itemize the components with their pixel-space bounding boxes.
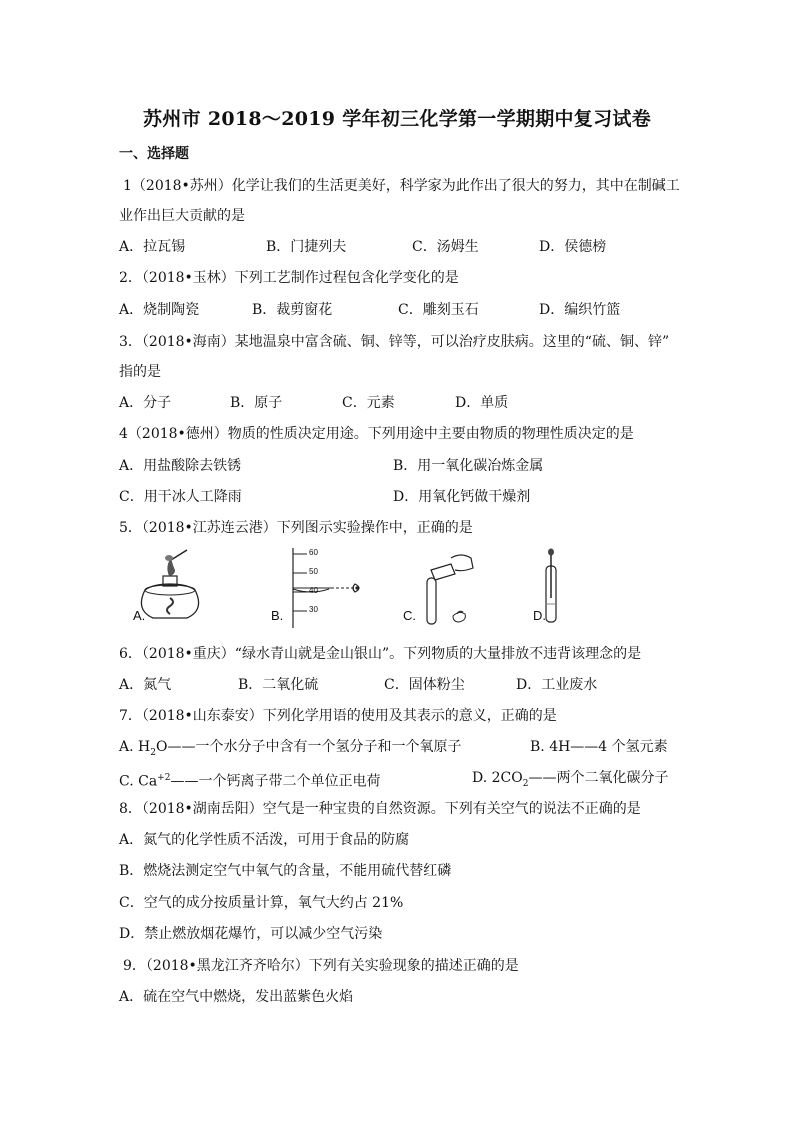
question-8-option-a: A．氮气的化学性质不活泼，可用于食品的防腐 — [119, 832, 410, 848]
question-4-option-a: A．用盐酸除去铁锈 — [119, 458, 242, 474]
question-1-stem-line1: 1（2018•苏州）化学让我们的生活更美好，科学家为此作出了很大的努力，其中在制碱工 — [123, 178, 680, 194]
question-6-option-d: D．工业废水 — [516, 677, 598, 693]
scale-tick-30: 30 — [309, 605, 318, 614]
question-4-option-d: D．用氧化钙做干燥剂 — [393, 489, 531, 505]
question-7-option-d-text: ——两个二氧化碳分子 — [528, 770, 669, 786]
figure-c-label: C. — [403, 608, 416, 623]
question-3-option-a: A．分子 — [119, 395, 172, 411]
page-title: 苏州市 2018～2019 学年初三化学第一学期期中复习试卷 — [143, 108, 651, 130]
question-2-stem: 2．（2018•玉林）下列工艺制作过程包含化学变化的是 — [119, 270, 459, 286]
question-7-option-a-subscript: 2 — [150, 747, 156, 758]
question-6-stem: 6．（2018•重庆）“绿水青山就是金山银山”。下列物质的大量排放不违背该理念的是 — [119, 646, 642, 662]
figure-b-label: B. — [271, 608, 284, 623]
question-7-option-c-prefix: C. Ca — [119, 773, 158, 790]
question-6-option-b: B．二氧化硫 — [238, 677, 319, 693]
question-2-option-a: A．烧制陶瓷 — [119, 302, 200, 318]
question-7-stem: 7．（2018•山东泰安）下列化学用语的使用及其表示的意义，正确的是 — [119, 708, 557, 724]
question-3-option-b: B．原子 — [230, 395, 283, 411]
section-heading: 一、选择题 — [119, 146, 189, 162]
question-5-stem: 5．（2018•江苏连云港）下列图示实验操作中，正确的是 — [119, 520, 473, 536]
question-7-option-d-subscript: 2 — [522, 778, 529, 789]
question-7-option-d — [472, 768, 668, 794]
question-8-stem: 8．（2018•湖南岳阳）空气是一种宝贵的自然资源。下列有关空气的说法不正确的是 — [119, 801, 641, 817]
question-3-option-c: C．元素 — [342, 395, 395, 411]
question-4-option-b: B．用一氧化碳冶炼金属 — [393, 458, 544, 474]
question-9-stem: 9．（2018•黑龙江齐齐哈尔）下列有关实验现象的描述正确的是 — [123, 958, 519, 974]
question-9-option-a: A．硫在空气中燃烧，发出蓝紫色火焰 — [119, 989, 354, 1005]
question-7-option-c-superscript: +2 — [157, 773, 171, 783]
question-3-stem-line2: 指的是 — [119, 364, 161, 380]
question-7-option-a-text: O——一个水分子中含有一个氢分子和一个氧原子 — [155, 739, 462, 755]
question-7-option-a-prefix: A. H — [119, 739, 151, 755]
question-6-option-a: A．氮气 — [119, 677, 172, 693]
question-1-stem-line2: 业作出巨大贡献的是 — [119, 208, 245, 224]
question-3-stem-line1: 3．（2018•海南）某地温泉中富含硫、铜、锌等，可以治疗皮肤病。这里的“硫、铜、锌” — [119, 334, 670, 350]
question-5-figures — [119, 548, 679, 628]
question-3-option-d: D．单质 — [455, 395, 509, 411]
figure-d-label: D. — [533, 608, 546, 623]
question-8-option-b: B．燃烧法测定空气中氧气的含量，不能用硫代替红磷 — [119, 863, 452, 879]
figure-c-pouring-liquid — [401, 548, 501, 628]
question-4-stem: 4（2018•德州）物质的性质决定用途。下列用途中主要由物质的物理性质决定的是 — [119, 426, 634, 442]
scale-tick-40: 40 — [309, 586, 318, 595]
scale-tick-50: 50 — [309, 567, 318, 576]
question-7-option-a — [119, 737, 461, 763]
question-6-option-c: C．固体粉尘 — [384, 677, 465, 693]
question-4-option-c: C．用干冰人工降雨 — [119, 489, 242, 505]
scale-tick-60: 60 — [309, 548, 318, 557]
question-2-option-d: D．编织竹篮 — [539, 302, 621, 318]
question-1-option-c: C．汤姆生 — [412, 239, 479, 255]
question-8-option-d: D．禁止燃放烟花爆竹，可以减少空气污染 — [119, 926, 383, 942]
question-1-option-d: D．侯德榜 — [539, 239, 607, 255]
question-1-option-a: A．拉瓦锡 — [119, 239, 186, 255]
question-7-option-c — [119, 768, 380, 792]
question-7-option-d-prefix: D. 2CO — [472, 770, 523, 786]
question-2-option-b: B．裁剪窗花 — [252, 302, 333, 318]
question-1-option-b: B．门捷列夫 — [266, 239, 347, 255]
figure-a-label: A. — [133, 608, 146, 623]
question-2-option-c: C．雕刻玉石 — [398, 302, 479, 318]
question-7-option-b: B. 4H——4 个氢元素 — [530, 739, 668, 755]
figure-b-graduated-cylinder — [271, 548, 381, 628]
question-7-option-c-text: ——一个钙离子带二个单位正电荷 — [170, 773, 381, 790]
question-8-option-c: C．空气的成分按质量计算，氧气大约占 21% — [119, 895, 404, 911]
